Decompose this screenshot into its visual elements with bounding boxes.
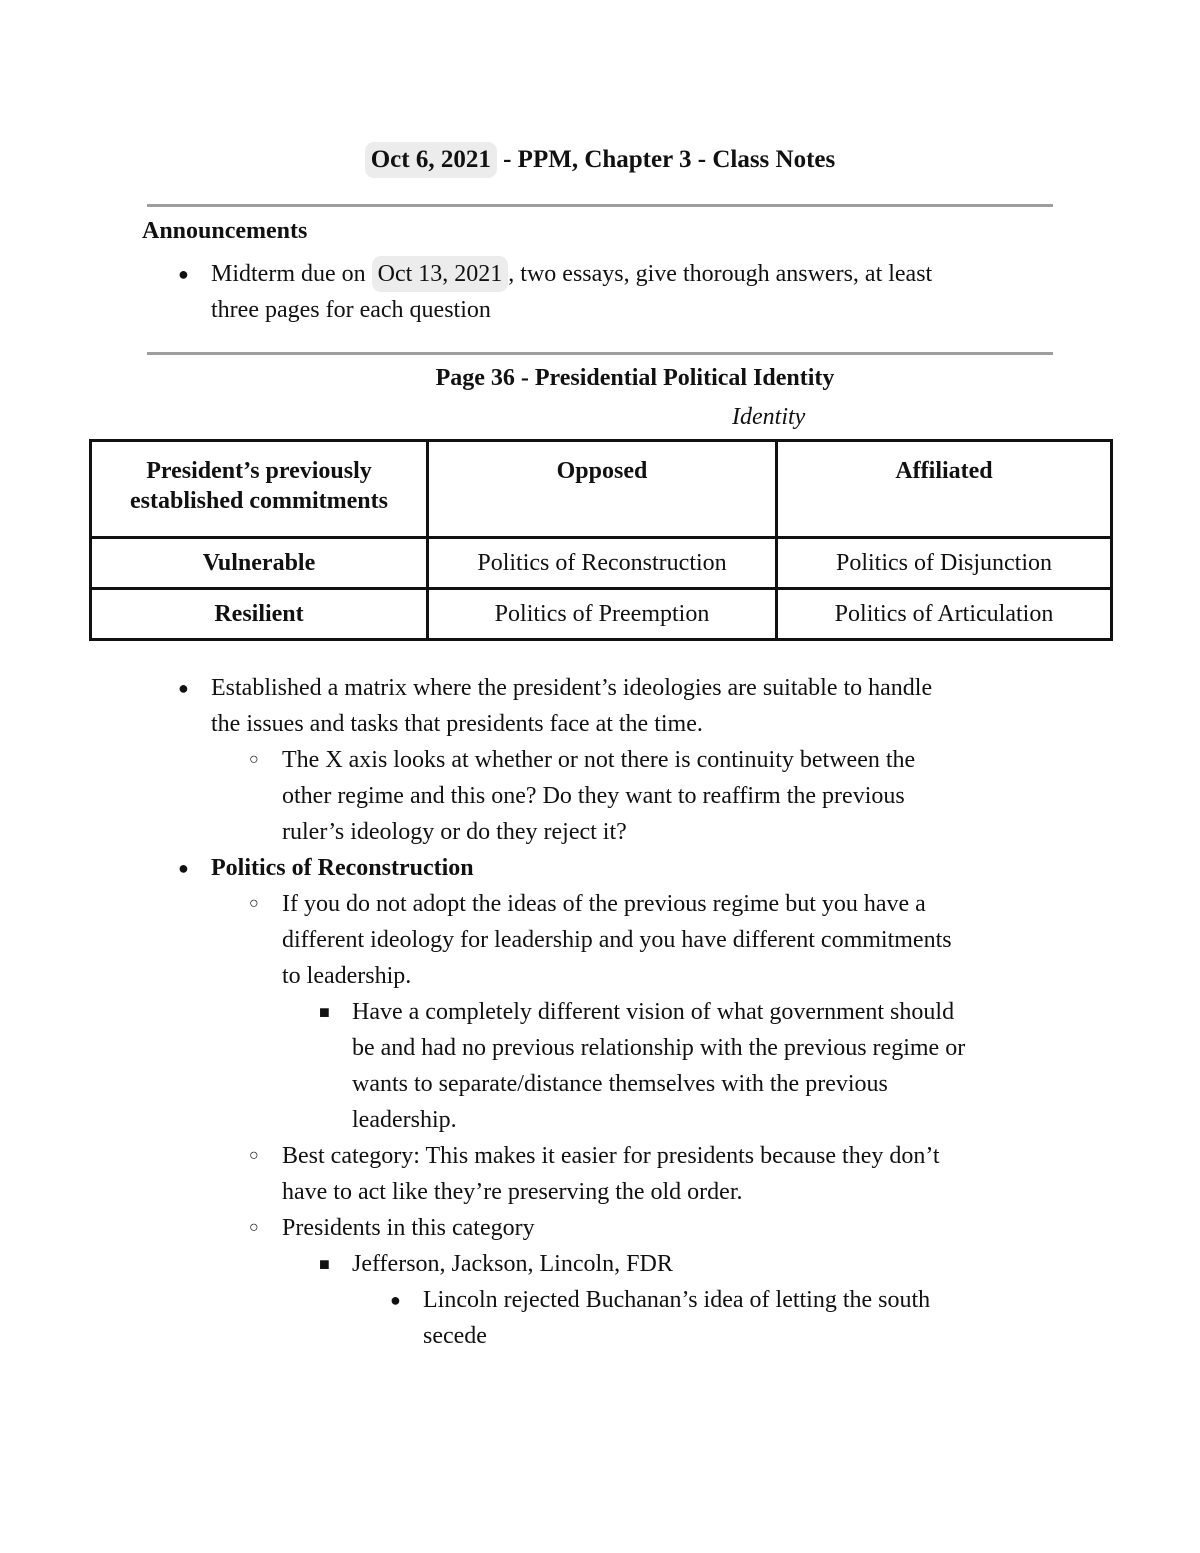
list-item — [142, 886, 1082, 994]
table-header-cell: Opposed — [428, 441, 777, 538]
list-item-line: Politics of Reconstruction — [211, 855, 474, 881]
date-chip[interactable]: Oct 13, 2021 — [372, 256, 509, 292]
notes-list — [142, 670, 1082, 1354]
bullet-icon: ● — [178, 858, 189, 878]
bullet-icon: ● — [178, 678, 189, 698]
announcements-list — [142, 256, 1082, 328]
table-header-row — [91, 441, 1112, 538]
horizontal-rule — [147, 352, 1053, 355]
table-cell: Politics of Articulation — [777, 589, 1112, 640]
list-item-line: Best category: This makes it easier for presidents because they don’t — [282, 1143, 940, 1169]
table-cell: Politics of Disjunction — [777, 538, 1112, 589]
list-item-line: three pages for each question — [211, 297, 491, 323]
list-item-line: secede — [423, 1323, 487, 1349]
identity-matrix-table — [89, 439, 1113, 641]
table-cell: Politics of Reconstruction — [428, 538, 777, 589]
table-header-cell: President’s previously established commitments — [91, 441, 428, 538]
table-row — [91, 589, 1112, 640]
list-item-line: other regime and this one? Do they want to reaffirm the previous — [282, 783, 905, 809]
title-text: - PPM, Chapter 3 - Class Notes — [496, 146, 836, 173]
table-header-cell: Affiliated — [777, 441, 1112, 538]
list-item-line: to leadership. — [282, 963, 412, 989]
table-row-header: Vulnerable — [91, 538, 428, 589]
bullet-icon: ● — [178, 264, 189, 284]
list-item-line: Established a matrix where the president’s ideologies are suitable to handle — [211, 675, 933, 701]
list-item-line: leadership. — [352, 1107, 457, 1133]
axis-label: Identity — [732, 404, 806, 430]
list-item-line: The X axis looks at whether or not there is continuity between the — [282, 747, 916, 773]
section-heading: Page 36 - Presidential Political Identity — [435, 365, 835, 391]
square-bullet-icon: ■ — [319, 1002, 330, 1022]
list-item-line: If you do not adopt the ideas of the previous regime but you have a — [282, 891, 926, 917]
list-item-line: Midterm due on Oct 13, 2021 , two essays, give thorough answers, at least — [211, 256, 1082, 292]
horizontal-rule — [147, 204, 1053, 207]
list-item-line: different ideology for leadership and you have different commitments — [282, 927, 952, 953]
list-item — [142, 1246, 1082, 1282]
list-item-line: the issues and tasks that presidents face at the time. — [211, 711, 703, 737]
list-item-line: Jefferson, Jackson, Lincoln, FDR — [352, 1251, 673, 1277]
hollow-bullet-icon: ○ — [249, 751, 259, 768]
table-cell: Politics of Preemption — [428, 589, 777, 640]
hollow-bullet-icon: ○ — [249, 1147, 259, 1164]
list-item — [142, 994, 1082, 1138]
table-row — [91, 538, 1112, 589]
list-item — [142, 1138, 1082, 1210]
announcements-heading: Announcements — [142, 218, 308, 244]
square-bullet-icon: ■ — [319, 1254, 330, 1274]
list-item — [142, 1282, 1082, 1354]
hollow-bullet-icon: ○ — [249, 1219, 259, 1236]
list-item-line: Presidents in this category — [282, 1215, 535, 1241]
list-item-line: wants to separate/distance themselves with the previous — [352, 1071, 888, 1097]
hollow-bullet-icon: ○ — [249, 895, 259, 912]
list-item — [142, 1210, 1082, 1246]
table-row-header: Resilient — [91, 589, 428, 640]
list-item-line: ruler’s ideology or do they reject it? — [282, 819, 627, 845]
list-item-line: be and had no previous relationship with the previous regime or — [352, 1035, 966, 1061]
list-item-line: Lincoln rejected Buchanan’s idea of letting the south — [423, 1287, 931, 1313]
list-item-line: have to act like they’re preserving the old order. — [282, 1179, 743, 1205]
list-item — [142, 742, 1082, 850]
bullet-icon: ● — [390, 1290, 401, 1310]
list-item-line: Have a completely different vision of what government should — [352, 999, 955, 1025]
date-chip[interactable]: Oct 6, 2021 — [365, 142, 497, 178]
page-title — [0, 140, 1200, 180]
list-item — [142, 850, 1082, 886]
list-item — [142, 256, 1082, 328]
list-item — [142, 670, 1082, 742]
